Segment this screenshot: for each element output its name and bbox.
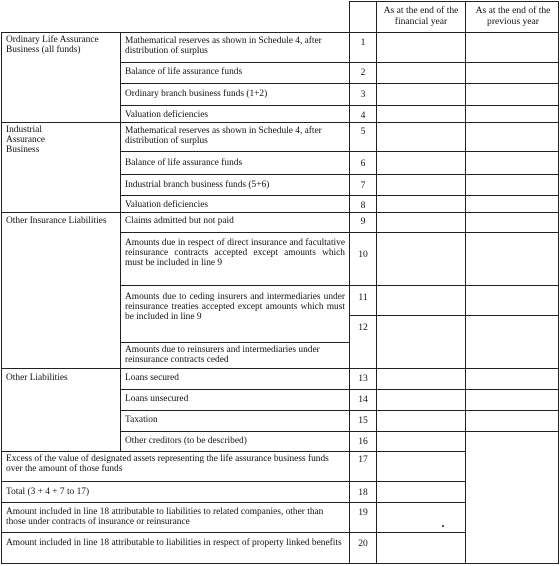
line-4-number: 4 [360, 110, 366, 121]
section-ordinary-life: Ordinary Life Assurance Business (all funds) [6, 35, 99, 56]
line-9-number: 9 [360, 216, 366, 227]
line-11-label: Amounts due to ceding insurers and intermediaries under reinsurance treaties accepted except amounts which must be included in line 9 [125, 292, 345, 323]
line-13-label: Loans secured [125, 373, 179, 383]
line-1-number: 1 [360, 37, 366, 48]
line-7-label: Industrial branch business funds (5+6) [125, 180, 270, 190]
header-current-year: As at the end of the financial year [383, 5, 459, 27]
section-other-liabilities: Other Liabilities [6, 373, 68, 383]
line-9-label: Claims admitted but not paid [125, 216, 234, 226]
line-20-label: Amount included in line 18 attributable to liabilities in respect of property linked benefits [6, 538, 342, 548]
line-18-number: 18 [358, 487, 368, 498]
line-15-number: 15 [358, 415, 368, 426]
header-previous-year: As at the end of the previous year [475, 5, 551, 27]
line-16-label: Other creditors (to be described) [125, 436, 247, 446]
line-6-label: Balance of life assurance funds [125, 158, 243, 168]
line-2-number: 2 [360, 67, 366, 78]
line-18-label: Total (3 + 4 + 7 to 17) [6, 487, 90, 497]
line-20-number: 20 [358, 538, 368, 549]
line-8-label: Valuation deficiencies [125, 200, 209, 210]
line-12-label: Amounts due to reinsurers and intermediaries under reinsurance contracts ceded [125, 345, 320, 366]
line-14-number: 14 [358, 394, 368, 405]
rule-bottom [1, 563, 559, 564]
line-1-label: Mathematical reserves as shown in Schedule 4, after distribution of surplus [125, 36, 322, 57]
rule-row [120, 342, 349, 343]
border-right [558, 1, 559, 564]
line-10-number: 10 [358, 249, 368, 260]
col-rule-description [349, 1, 350, 564]
value-cell-previous-year[interactable] [466, 33, 558, 563]
line-3-label: Ordinary branch business funds (1+2) [125, 89, 268, 99]
scan-speck [442, 525, 444, 527]
section-other-insurance: Other Insurance Liabilities [6, 216, 107, 226]
line-8-number: 8 [360, 200, 366, 211]
line-3-number: 3 [360, 89, 366, 100]
line-5-label: Mathematical reserves as shown in Schedule 4, after distribution of surplus [125, 126, 322, 147]
line-13-number: 13 [358, 373, 368, 384]
border-left [1, 32, 2, 564]
value-cell-current-year[interactable] [377, 33, 465, 563]
line-4-label: Valuation deficiencies [125, 110, 209, 120]
line-17-label: Excess of the value of designated assets representing the life assurance business funds over the amount of those funds [6, 454, 329, 475]
line-16-number: 16 [358, 436, 368, 447]
line-19-number: 19 [358, 507, 368, 518]
line-10-label: Amounts due in respect of direct insurance and facultative reinsurance contracts accepted except amounts which must be included in line 9 [125, 238, 345, 269]
line-5-number: 5 [360, 126, 366, 137]
line-2-label: Balance of life assurance funds [125, 67, 243, 77]
line-14-label: Loans unsecured [125, 394, 189, 404]
line-19-label: Amount included in line 18 attributable to liabilities to related companies, other than those under contracts of insurance or reinsurance [6, 507, 324, 528]
liabilities-form [1, 1, 559, 564]
rule-top [349, 1, 559, 2]
line-7-number: 7 [360, 180, 366, 191]
line-11-number: 11 [358, 292, 368, 303]
line-6-number: 6 [360, 158, 366, 169]
line-12-number: 12 [358, 322, 368, 333]
section-industrial: Industrial Assurance Business [6, 125, 46, 156]
line-15-label: Taxation [125, 415, 158, 425]
line-17-number: 17 [358, 454, 368, 465]
